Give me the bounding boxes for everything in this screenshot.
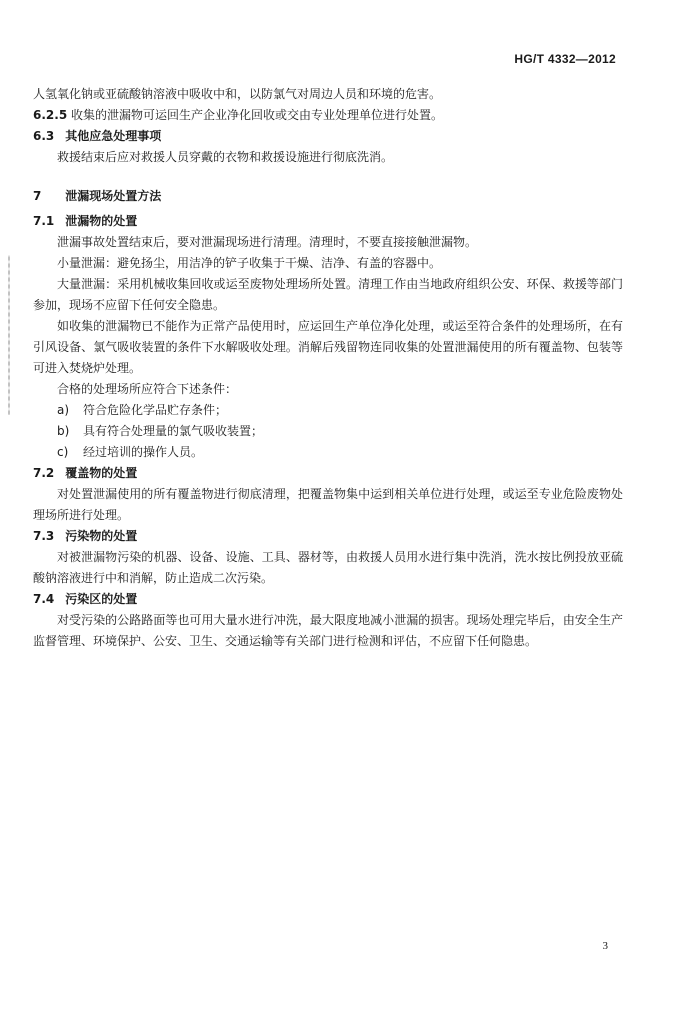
paragraph-7-1-a: 泄漏事故处置结束后，要对泄漏现场进行清理。清理时，不要直接接触泄漏物。 [57, 235, 478, 249]
scan-binding-marks [8, 255, 10, 415]
heading-number: 6.3 [33, 129, 55, 143]
clause-6-2-5 [33, 105, 623, 126]
paragraph-7-3: 对被泄漏物污染的机器、设备、设施、工具、器材等，由救援人员用水进行集中洗消，洗水按比例投放亚硫酸钠溶液进行中和消解，防止造成二次污染。 [33, 550, 623, 585]
heading-6-3 [33, 126, 623, 147]
paragraph-7-4: 对受污染的公路路面等也可用大量水进行冲洗，最大限度地减小泄漏的损害。现场处理完毕后，由安全生产监督管理、环境保护、公安、卫生、交通运输等有关部门进行检测和评估，不应留下任何隐患。 [33, 613, 623, 648]
heading-text: 泄漏现场处置方法 [65, 189, 162, 203]
page-number: 3 [602, 940, 608, 952]
heading-number: 7.2 [33, 466, 55, 480]
list-marker: c) [57, 445, 69, 459]
clause-text: 收集的泄漏物可运回生产企业净化回收或交由专业处理单位进行处置。 [71, 108, 444, 122]
heading-number: 7.4 [33, 592, 55, 606]
heading-7-2 [33, 463, 623, 484]
heading-text: 其他应急处理事项 [65, 129, 162, 143]
heading-text: 泄漏物的处置 [65, 214, 138, 228]
paragraph-7-1-e: 合格的处理场所应符合下述条件： [57, 382, 238, 396]
heading-number: 7.3 [33, 529, 55, 543]
heading-number: 7 [33, 189, 42, 203]
page-body [33, 84, 623, 652]
heading-number: 7.1 [33, 214, 55, 228]
list-text: 具有符合处理量的氯气吸收装置； [83, 424, 264, 438]
heading-7-3 [33, 526, 623, 547]
list-text: 经过培训的操作人员。 [83, 445, 204, 459]
paragraph-7-2: 对处置泄漏使用的所有覆盖物进行彻底清理，把覆盖物集中运到相关单位进行处理，或运至专业危险废物处理场所进行处理。 [33, 487, 623, 522]
list-item [33, 442, 623, 463]
heading-text: 覆盖物的处置 [65, 466, 138, 480]
heading-7 [33, 186, 623, 207]
paragraph-7-1-d: 如收集的泄漏物已不能作为正常产品使用时，应运回生产单位净化处理，或运至符合条件的处理场所，在有引风设备、氯气吸收装置的条件下水解吸收处理。消解后残留物连同收集的处置泄漏使用的所有覆盖物、包装等可进入焚烧炉处理。 [33, 319, 623, 375]
paragraph-7-1-b: 小量泄漏：避免扬尘，用洁净的铲子收集于干燥、洁净、有盖的容器中。 [57, 256, 442, 270]
heading-7-1 [33, 211, 623, 232]
list-marker: a) [57, 403, 70, 417]
standard-code: HG/T 4332—2012 [514, 52, 616, 66]
clause-number: 6.2.5 [33, 108, 68, 122]
list-item [33, 421, 623, 442]
paragraph-continuation: 人氢氧化钠或亚硫酸钠溶液中吸收中和，以防氯气对周边人员和环境的危害。 [33, 87, 442, 101]
heading-text: 污染区的处置 [65, 592, 138, 606]
paragraph-6-3: 救援结束后应对救援人员穿戴的衣物和救援设施进行彻底洗消。 [57, 150, 394, 164]
paragraph-7-1-c: 大量泄漏：采用机械收集回收或运至废物处理场所处置。清理工作由当地政府组织公安、环保、救援等部门参加，现场不应留下任何安全隐患。 [33, 277, 623, 312]
heading-text: 污染物的处置 [65, 529, 138, 543]
list-item [33, 400, 623, 421]
list-text: 符合危险化学品贮存条件； [83, 403, 228, 417]
heading-7-4 [33, 589, 623, 610]
list-marker: b) [57, 424, 70, 438]
